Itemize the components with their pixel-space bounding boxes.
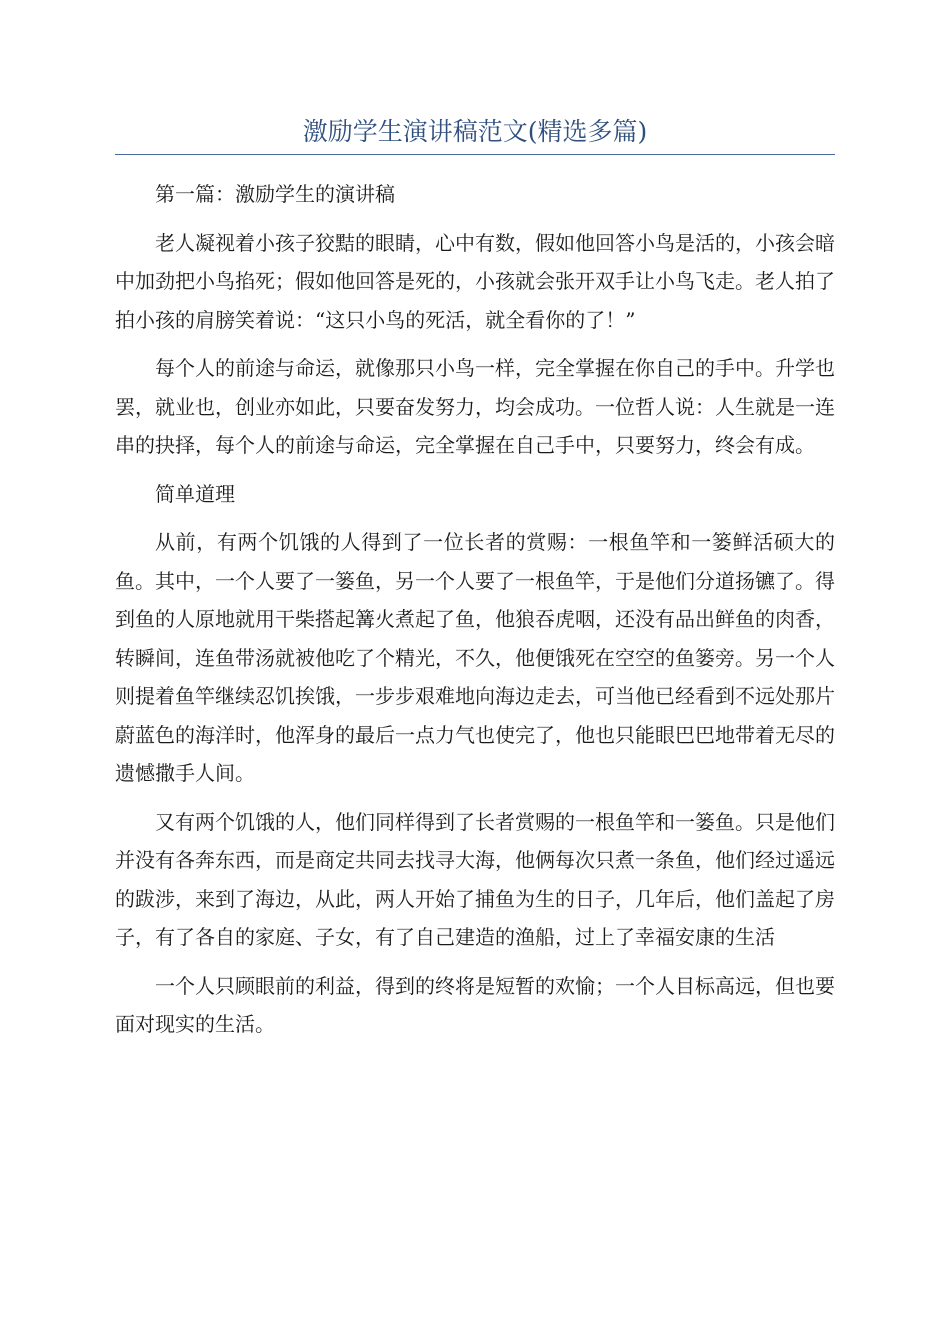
- title-underline: [115, 154, 835, 155]
- document-title: 激励学生演讲稿范文(精选多篇): [302, 117, 648, 146]
- paragraph: 从前，有两个饥饿的人得到了一位长者的赏赐：一根鱼竿和一篓鲜活硕大的鱼。其中，一个人要了一篓鱼，另一个人要了一根鱼竿，于是他们分道扬镳了。得到鱼的人原地就用干柴搭起篝火煮起了鱼，他狼吞虎咽，还没有品出鲜鱼的肉香，转瞬间，连鱼带汤就被他吃了个精光，不久，他便饿死在空空的鱼篓旁。另一个人则提着鱼竿继续忍饥挨饿，一步步艰难地向海边走去，可当他已经看到不远处那片蔚蓝色的海洋时，他浑身的最后一点力气也使完了，他也只能眼巴巴地带着无尽的遗憾撒手人间。: [115, 530, 835, 785]
- document-body: [115, 175, 835, 1054]
- paragraph: 一个人只顾眼前的利益，得到的终将是短暂的欢愉；一个人目标高远，但也要面对现实的生活。: [115, 973, 835, 1036]
- paragraph: 每个人的前途与命运，就像那只小鸟一样，完全掌握在你自己的手中。升学也罢，就业也，创业亦如此，只要奋发努力，均会成功。一位哲人说：人生就是一连串的抉择，每个人的前途与命运，完全掌握在自己手中，只要努力，终会有成。: [115, 356, 835, 457]
- paragraph: 老人凝视着小孩子狡黠的眼睛，心中有数，假如他回答小鸟是活的，小孩会暗中加劲把小鸟掐死；假如他回答是死的，小孩就会张开双手让小鸟飞走。老人拍了拍小孩的肩膀笑着说：“这只小鸟的死活，就全看你的了！”: [115, 230, 835, 332]
- section-heading-2: 简单道理: [155, 481, 235, 506]
- section-heading-1: 第一篇：激励学生的演讲稿: [155, 182, 395, 206]
- paragraph: 又有两个饥饿的人，他们同样得到了长者赏赐的一根鱼竿和一篓鱼。只是他们并没有各奔东西，而是商定共同去找寻大海，他俩每次只煮一条鱼，他们经过遥远的跋涉，来到了海边，从此，两人开始了捕鱼为生的日子，几年后，他们盖起了房子，有了各自的家庭、子女，有了自己建造的渔船，过上了幸福安康的生活: [115, 809, 835, 949]
